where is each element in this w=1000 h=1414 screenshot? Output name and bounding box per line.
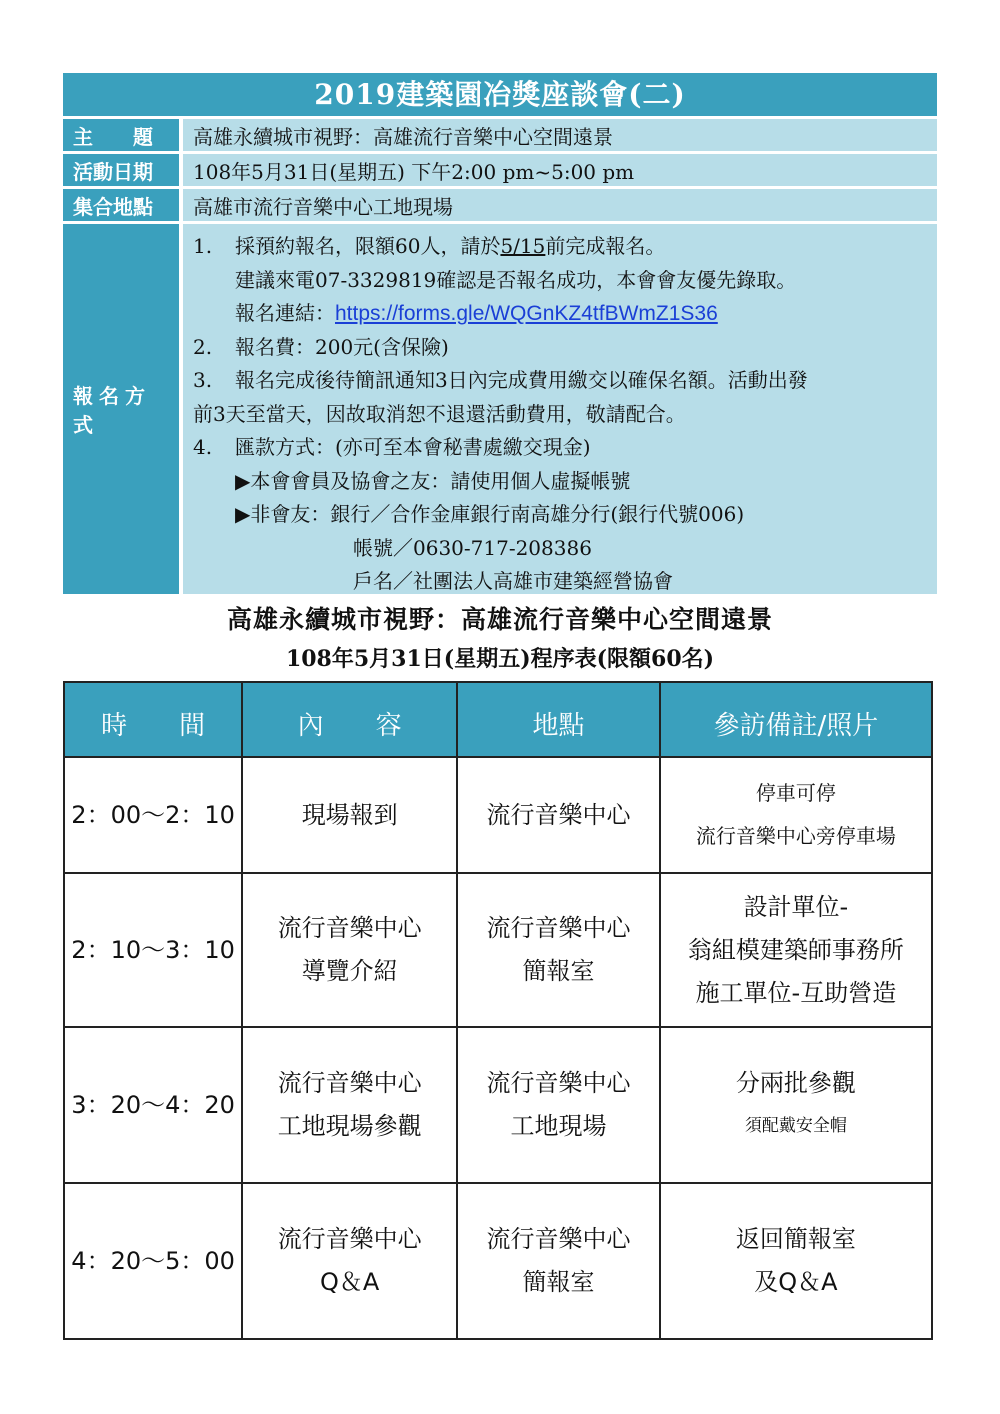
header-content: 內 容 — [242, 682, 457, 757]
cell-note: 設計單位- 翁組模建築師事務所 施工單位-互助營造 — [660, 873, 932, 1027]
reg-item-4-account: 帳號／0630-717-208386 — [353, 535, 592, 560]
schedule-table — [63, 681, 933, 1340]
reg-item-4-nonmembers: ▶非會友：銀行／合作金庫銀行南高雄分行(銀行代號006) — [235, 502, 745, 526]
reg-item-4-name: 戶名／社團法人高雄市建築經營協會 — [353, 569, 673, 593]
reg-item-3: 3. 報名完成後待簡訊通知3日內完成費用繳交以確保名額。活動出發 — [193, 368, 808, 392]
registration-row — [63, 224, 937, 594]
date-value: 108年5月31日(星期五) 下午2:00 pm~5:00 pm — [183, 154, 937, 186]
reg-item-4: 4. 匯款方式：(亦可至本會秘書處繳交現金) — [193, 435, 591, 459]
cell-note: 返回簡報室 及Q＆A — [660, 1183, 932, 1339]
cell-content: 流行音樂中心 工地現場參觀 — [242, 1027, 457, 1183]
schedule-header-row — [64, 682, 932, 757]
table-row — [64, 1183, 932, 1339]
cell-place: 流行音樂中心 工地現場 — [457, 1027, 660, 1183]
cell-place: 流行音樂中心 — [457, 757, 660, 873]
reg-item-1: 1. 採預約報名，限額60人，請於5/15前完成報名。 — [193, 234, 666, 258]
cell-content: 流行音樂中心 Q＆A — [242, 1183, 457, 1339]
registration-label: 報名方式 — [63, 224, 179, 594]
reg-item-1-link-line: 報名連結：https://forms.gle/WQGnKZ4tfBWmZ1S36 — [235, 301, 718, 325]
cell-note: 分兩批參觀 須配戴安全帽 — [660, 1027, 932, 1183]
cell-place: 流行音樂中心 簡報室 — [457, 873, 660, 1027]
header-time: 時 間 — [64, 682, 242, 757]
reg-item-2: 2. 報名費：200元(含保險) — [193, 334, 449, 359]
registration-link[interactable]: https://forms.gle/WQGnKZ4tfBWmZ1S36 — [335, 302, 718, 325]
table-row — [64, 873, 932, 1027]
schedule-subtitle: 108年5月31日(星期五)程序表(限額60名) — [285, 646, 715, 672]
cell-time: 4：20～5：00 — [64, 1183, 242, 1339]
reg-item-1-phone: 建議來電07-3329819確認是否報名成功，本會會友優先錄取。 — [235, 267, 797, 292]
reg-item-3-cont: 前3天至當天，因故取消恕不退還活動費用，敬請配合。 — [193, 401, 686, 426]
cell-content: 流行音樂中心 導覽介紹 — [242, 873, 457, 1027]
topic-value: 高雄永續城市視野：高雄流行音樂中心空間遠景 — [183, 119, 937, 151]
table-row — [64, 1027, 932, 1183]
place-label: 集合地點 — [63, 189, 179, 221]
registration-details — [183, 224, 937, 594]
topic-row — [63, 119, 937, 151]
deadline: 5/15 — [500, 234, 546, 258]
document — [63, 73, 937, 1340]
cell-time: 3：20～4：20 — [64, 1027, 242, 1183]
page-title: 2019建築園冶獎座談會(二) — [63, 73, 937, 116]
reg-item-4-members: ▶本會會員及協會之友：請使用個人虛擬帳號 — [235, 468, 631, 493]
date-row — [63, 154, 937, 186]
date-label: 活動日期 — [63, 154, 179, 186]
cell-time: 2：10～3：10 — [64, 873, 242, 1027]
schedule-title: 高雄永續城市視野：高雄流行音樂中心空間遠景 — [226, 605, 773, 634]
cell-note: 停車可停 流行音樂中心旁停車場 — [660, 757, 932, 873]
place-row — [63, 189, 937, 221]
cell-time: 2：00～2：10 — [64, 757, 242, 873]
topic-label: 主 題 — [63, 119, 179, 151]
header-place: 地點 — [457, 682, 660, 757]
table-row — [64, 757, 932, 873]
place-value: 高雄市流行音樂中心工地現場 — [183, 189, 937, 221]
cell-place: 流行音樂中心 簡報室 — [457, 1183, 660, 1339]
cell-content: 現場報到 — [242, 757, 457, 873]
header-note: 參訪備註/照片 — [660, 682, 932, 757]
